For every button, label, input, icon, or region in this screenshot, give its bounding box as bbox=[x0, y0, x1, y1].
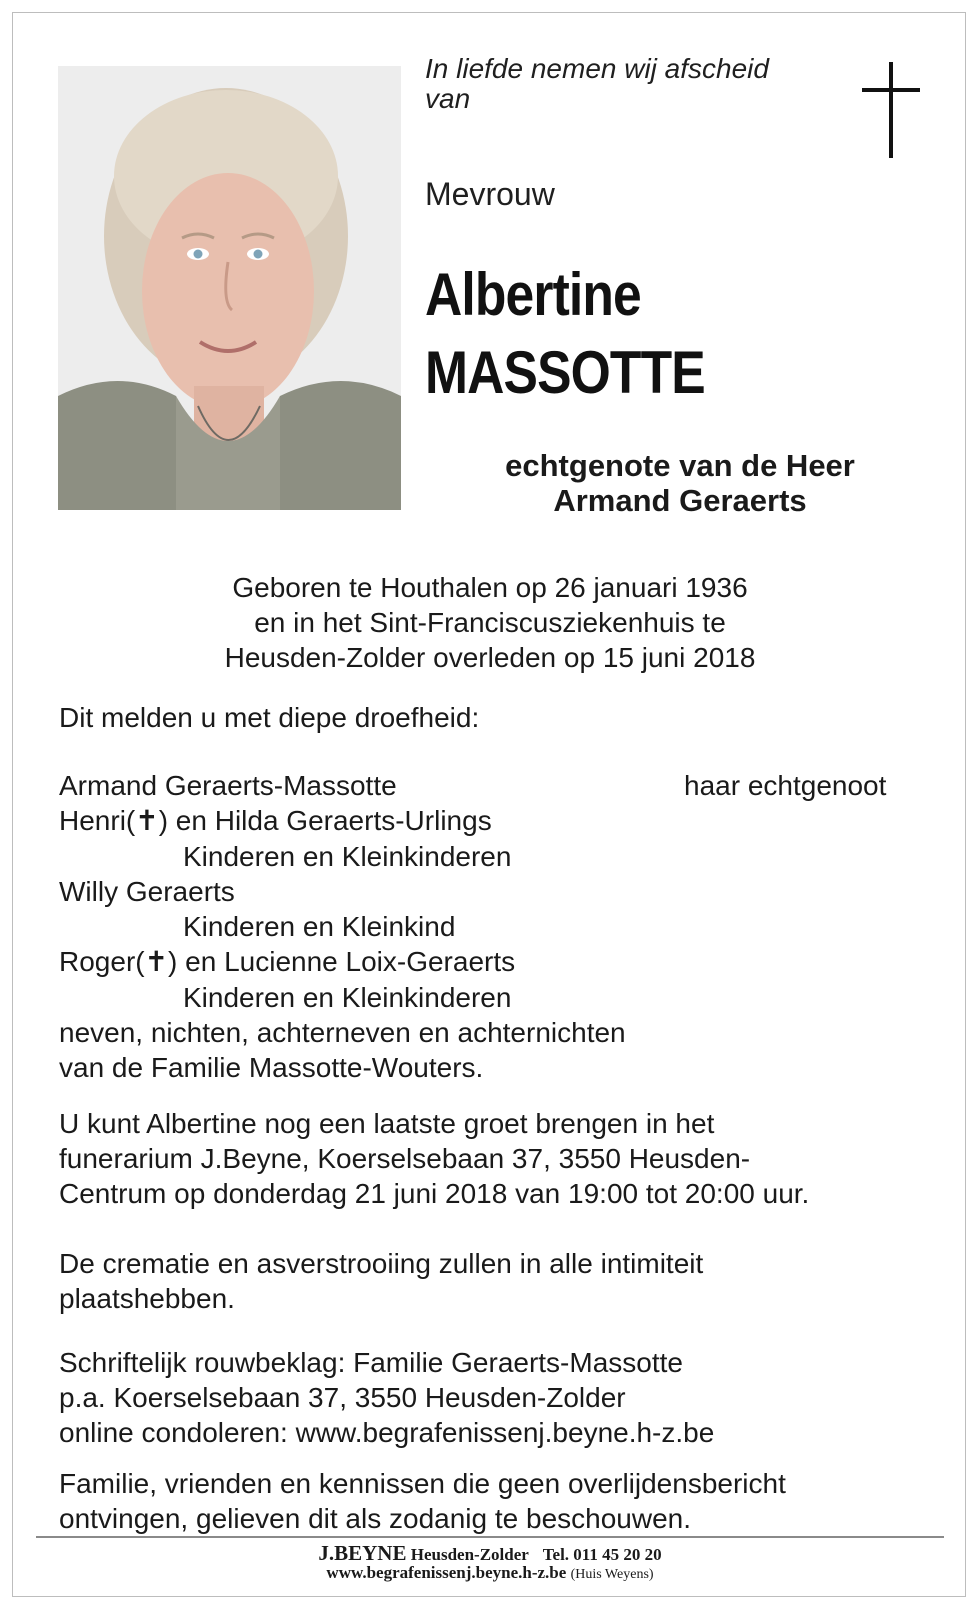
visit-line-1: U kunt Albertine nog een laatste groet brengen in het bbox=[59, 1108, 715, 1139]
spouse-info bbox=[425, 448, 935, 518]
spouse-line-1: echtgenote van de Heer bbox=[505, 448, 855, 483]
cremation-line-1: De crematie en asverstrooiing zullen in alle intimiteit bbox=[59, 1248, 704, 1279]
family-member: neven, nichten, achterneven en achternichten bbox=[59, 1017, 626, 1049]
family-row bbox=[59, 909, 919, 944]
family-row bbox=[59, 839, 919, 874]
family-member: Kinderen en Kleinkind bbox=[183, 911, 456, 943]
notice-info bbox=[59, 1466, 919, 1536]
funeral-home-phone: Tel. 011 45 20 20 bbox=[542, 1545, 662, 1564]
family-row bbox=[59, 874, 919, 909]
cremation-info bbox=[59, 1246, 919, 1316]
family-row bbox=[59, 1015, 919, 1050]
family-row bbox=[59, 768, 919, 803]
family-member: Henri(✝) en Hilda Geraerts-Urlings bbox=[59, 805, 492, 837]
first-name: Albertine bbox=[425, 261, 641, 328]
notice-line-2: ontvingen, gelieven dit als zodanig te beschouwen. bbox=[59, 1503, 691, 1534]
portrait-photo bbox=[58, 66, 401, 510]
family-row bbox=[59, 944, 919, 979]
intro-line-1: In liefde nemen wij afscheid bbox=[425, 53, 769, 84]
intro-text bbox=[425, 54, 825, 114]
visitation-info bbox=[59, 1106, 919, 1211]
funeral-home-website[interactable]: www.begrafenissenj.beyne.h-z.be bbox=[326, 1563, 567, 1582]
funeral-home-brand: J.BEYNE bbox=[318, 1541, 407, 1565]
deceased-name bbox=[425, 256, 705, 412]
notice-line-1: Familie, vrienden en kennissen die geen overlijdensbericht bbox=[59, 1468, 786, 1499]
family-role: haar echtgenoot bbox=[684, 770, 887, 801]
cross-icon bbox=[862, 62, 922, 158]
footer-line-1 bbox=[0, 1541, 980, 1565]
born-line-1: Geboren te Houthalen op 26 januari 1936 bbox=[232, 572, 748, 603]
condolence-info bbox=[59, 1345, 919, 1450]
born-line-3: Heusden-Zolder overleden op 15 juni 2018 bbox=[224, 642, 756, 673]
footer-divider bbox=[36, 1536, 944, 1538]
family-member: Kinderen en Kleinkinderen bbox=[183, 840, 512, 872]
intro-line-2: van bbox=[425, 83, 471, 114]
portrait-image bbox=[58, 66, 401, 510]
condolence-line-3: online condoleren: www.begrafenissenj.beyne.h-z.be bbox=[59, 1417, 715, 1448]
footer-line-2 bbox=[0, 1563, 980, 1584]
family-member: Kinderen en Kleinkinderen bbox=[183, 981, 512, 1013]
family-list bbox=[59, 768, 919, 1086]
family-member: van de Familie Massotte-Wouters. bbox=[59, 1052, 484, 1084]
family-row bbox=[59, 1050, 919, 1085]
family-member: Willy Geraerts bbox=[59, 875, 235, 907]
family-member: Roger(✝) en Lucienne Loix-Geraerts bbox=[59, 946, 516, 978]
family-member: Armand Geraerts-Massotte bbox=[59, 770, 397, 801]
announcement: Dit melden u met diepe droefheid: bbox=[59, 702, 480, 733]
cremation-line-2: plaatshebben. bbox=[59, 1283, 235, 1314]
funeral-home-house: (Huis Weyens) bbox=[570, 1567, 654, 1582]
salutation: Mevrouw bbox=[425, 176, 555, 212]
spouse-line-2: Armand Geraerts bbox=[553, 483, 807, 518]
condolence-line-1: Schriftelijk rouwbeklag: Familie Geraerts-Massotte bbox=[59, 1347, 683, 1378]
birth-death-info bbox=[60, 570, 920, 675]
condolence-line-2: p.a. Koerselsebaan 37, 3550 Heusden-Zolder bbox=[59, 1382, 626, 1413]
family-row bbox=[59, 803, 919, 838]
family-row bbox=[59, 980, 919, 1015]
last-name: MASSOTTE bbox=[425, 339, 705, 406]
born-line-2: en in het Sint-Franciscusziekenhuis te bbox=[254, 607, 726, 638]
visit-line-2: funerarium J.Beyne, Koerselsebaan 37, 3550 Heusden- bbox=[59, 1143, 751, 1174]
visit-line-3: Centrum op donderdag 21 juni 2018 van 19:00 tot 20:00 uur. bbox=[59, 1178, 810, 1209]
funeral-home-location: Heusden-Zolder bbox=[410, 1545, 529, 1564]
